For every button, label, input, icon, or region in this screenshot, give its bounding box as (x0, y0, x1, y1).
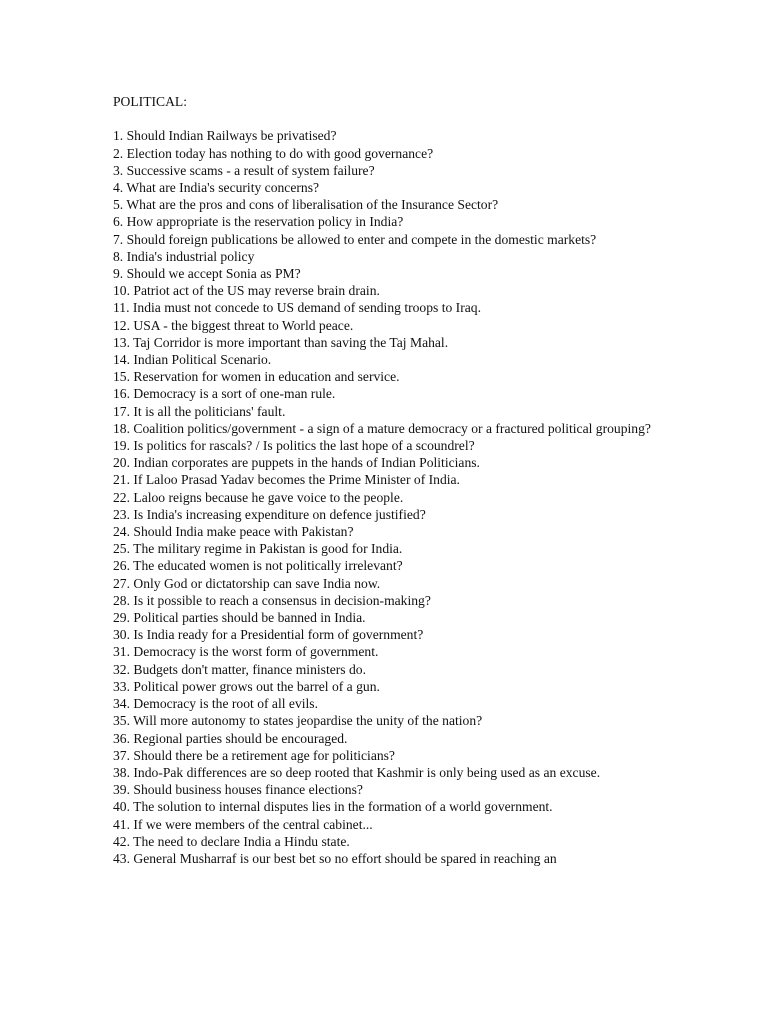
list-item: 5. What are the pros and cons of liberalisation of the Insurance Sector? (113, 197, 499, 213)
list-item: 33. Political power grows out the barrel of a gun. (113, 678, 380, 694)
list-item: 12. USA - the biggest threat to World peace. (113, 317, 354, 333)
list-item: 22. Laloo reigns because he gave voice to the people. (113, 489, 404, 505)
list-item: 23. Is India's increasing expenditure on defence justified? (113, 506, 426, 522)
list-item: 26. The educated women is not politically irrelevant? (113, 558, 403, 574)
document-page (113, 93, 673, 867)
list-item: 8. India's industrial policy (113, 248, 255, 264)
list-item: 31. Democracy is the worst form of government. (113, 644, 379, 660)
list-item: 21. If Laloo Prasad Yadav becomes the Prime Minister of India. (113, 472, 460, 488)
topic-list (113, 127, 673, 867)
list-item: 32. Budgets don't matter, finance ministers do. (113, 661, 366, 677)
list-item: 42. The need to declare India a Hindu state. (113, 833, 350, 849)
list-item: 29. Political parties should be banned in India. (113, 610, 366, 626)
list-item: 30. Is India ready for a Presidential form of government? (113, 627, 424, 643)
list-item: 24. Should India make peace with Pakistan? (113, 524, 354, 540)
list-item: 1. Should Indian Railways be privatised? (113, 128, 337, 144)
list-item: 34. Democracy is the root of all evils. (113, 696, 318, 712)
list-item: 19. Is politics for rascals? / Is politics the last hope of a scoundrel? (113, 438, 475, 454)
list-item: 41. If we were members of the central cabinet... (113, 816, 373, 832)
list-item: 3. Successive scams - a result of system failure? (113, 162, 375, 178)
list-item: 20. Indian corporates are puppets in the hands of Indian Politicians. (113, 455, 480, 471)
list-item: 2. Election today has nothing to do with good governance? (113, 145, 434, 161)
list-item: 28. Is it possible to reach a consensus in decision-making? (113, 592, 431, 608)
list-item: 14. Indian Political Scenario. (113, 352, 272, 368)
list-item: 25. The military regime in Pakistan is good for India. (113, 541, 403, 557)
list-item: 4. What are India's security concerns? (113, 180, 320, 195)
list-item: 11. India must not concede to US demand of sending troops to Iraq. (113, 300, 481, 316)
list-item: 6. How appropriate is the reservation policy in India? (113, 214, 404, 230)
list-item: 35. Will more autonomy to states jeopardise the unity of the nation? (113, 713, 483, 729)
list-item: 18. Coalition politics/government - a sign of a mature democracy or a fractured political grouping? (113, 420, 651, 436)
section-heading: POLITICAL: (113, 94, 188, 109)
list-item: 16. Democracy is a sort of one-man rule. (113, 386, 336, 402)
list-item: 27. Only God or dictatorship can save India now. (113, 575, 381, 591)
list-item: 36. Regional parties should be encouraged. (113, 730, 348, 746)
list-item: 43. General Musharraf is our best bet so no effort should be spared in reaching an (113, 850, 557, 866)
list-item: 7. Should foreign publications be allowed to enter and compete in the domestic markets? (113, 231, 597, 247)
list-item: 10. Patriot act of the US may reverse brain drain. (113, 283, 380, 299)
list-item: 9. Should we accept Sonia as PM? (113, 266, 301, 282)
list-item: 37. Should there be a retirement age for politicians? (113, 747, 395, 763)
list-item: 40. The solution to internal disputes lies in the formation of a world government. (113, 799, 553, 815)
list-item: 13. Taj Corridor is more important than saving the Taj Mahal. (113, 334, 449, 350)
list-item: 38. Indo-Pak differences are so deep rooted that Kashmir is only being used as an excuse. (113, 764, 601, 780)
list-item: 15. Reservation for women in education and service. (113, 369, 400, 385)
list-item: 17. It is all the politicians' fault. (113, 403, 286, 419)
list-item: 39. Should business houses finance elections? (113, 782, 363, 798)
